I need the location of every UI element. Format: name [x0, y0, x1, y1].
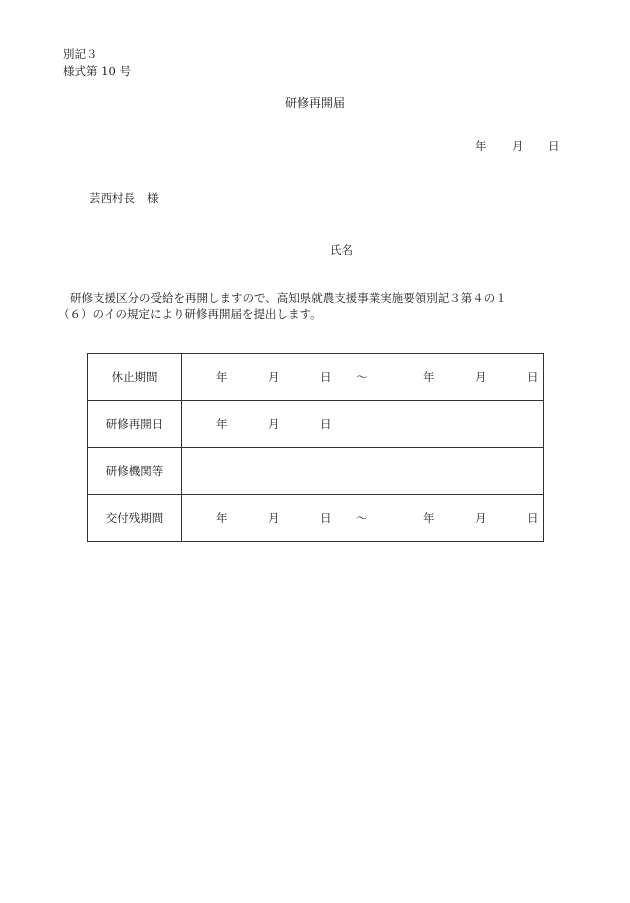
body-line-2: （６）のイの規定により研修再開届を提出します。 — [58, 307, 322, 321]
day-label: 日 — [320, 370, 332, 384]
remaining-period-field[interactable] — [182, 495, 544, 542]
form-reference-line1: 別記３ — [63, 47, 98, 61]
form-reference-line2: 様式第 10 号 — [63, 64, 131, 78]
table-row-training-institution — [88, 448, 544, 495]
day-label: 日 — [527, 511, 539, 525]
date-month-label: 月 — [512, 139, 524, 153]
addressee — [89, 190, 159, 206]
table-row-suspension-period — [88, 354, 544, 401]
body-line-1: 研修支援区分の受給を再開しますので、高知県就農支援事業実施要領別記３第４の１ — [70, 291, 507, 305]
date-year-label: 年 — [475, 139, 487, 153]
applicant-name-label: 氏名 — [330, 243, 353, 257]
table-row-remaining-period — [88, 495, 544, 542]
month-label: 月 — [268, 417, 280, 431]
year-label: 年 — [216, 370, 228, 384]
year-label: 年 — [423, 370, 435, 384]
body-paragraph — [58, 290, 563, 322]
row-label: 休止期間 — [88, 354, 182, 401]
date-day-label: 日 — [548, 139, 560, 153]
range-tilde: ～ — [356, 511, 368, 525]
addressee-name: 芸西村長 — [89, 191, 135, 205]
suspension-period-field[interactable] — [182, 354, 544, 401]
document-title: 研修再開届 — [284, 96, 345, 110]
range-tilde: ～ — [356, 370, 368, 384]
year-label: 年 — [423, 511, 435, 525]
year-label: 年 — [216, 511, 228, 525]
row-label: 研修機関等 — [88, 448, 182, 495]
table-row-resumption-date — [88, 401, 544, 448]
day-label: 日 — [320, 511, 332, 525]
training-institution-field[interactable] — [182, 448, 544, 495]
day-label: 日 — [320, 417, 332, 431]
details-table — [87, 353, 544, 542]
row-label: 研修再開日 — [88, 401, 182, 448]
month-label: 月 — [475, 370, 487, 384]
month-label: 月 — [475, 511, 487, 525]
year-label: 年 — [216, 417, 228, 431]
row-label: 交付残期間 — [88, 495, 182, 542]
month-label: 月 — [268, 511, 280, 525]
month-label: 月 — [268, 370, 280, 384]
day-label: 日 — [527, 370, 539, 384]
addressee-honorific: 様 — [147, 191, 159, 205]
resumption-date-field[interactable] — [182, 401, 544, 448]
